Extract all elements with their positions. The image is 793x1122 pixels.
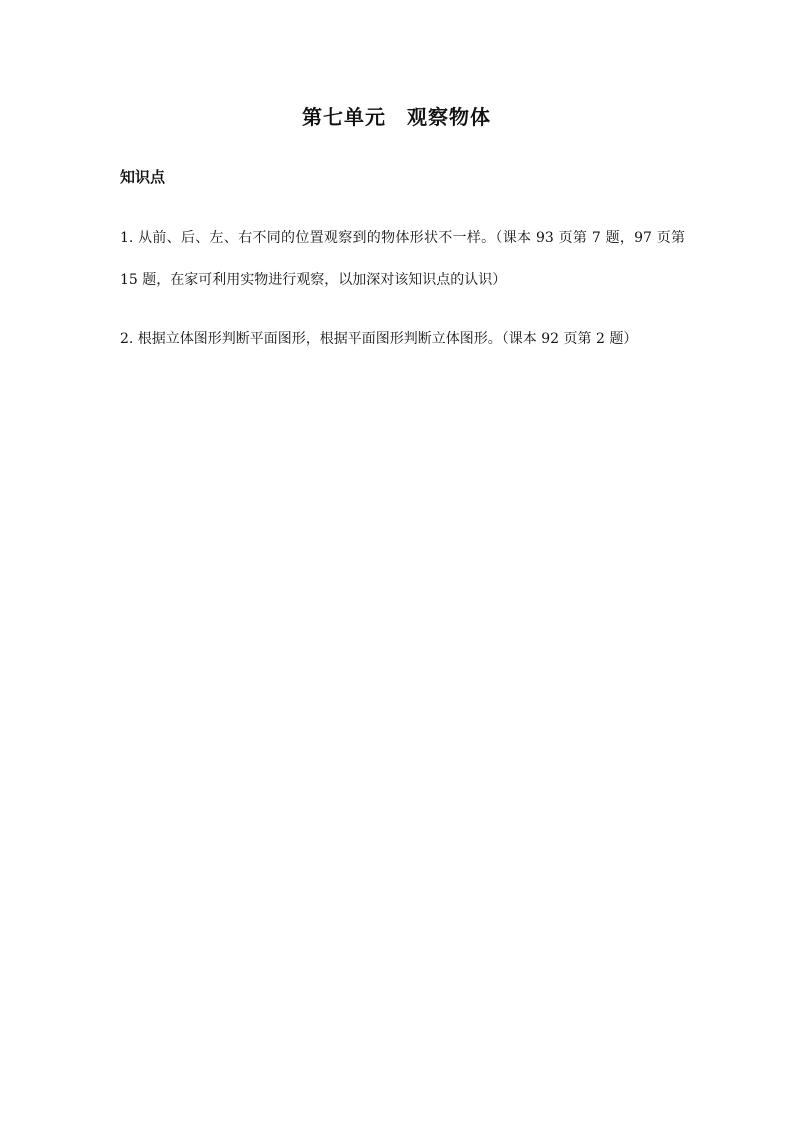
knowledge-point-1: 1. 从前、后、左、右不同的位置观察到的物体形状不一样。（课本 93 页第 7 题，97 页第 15 题，在家可利用实物进行观察，以加深对该知识点的认识） xyxy=(120,230,685,288)
page-title: 第七单元 观察物体 xyxy=(302,105,491,129)
section-heading: 知识点 xyxy=(120,168,166,186)
knowledge-point-2: 2. 根据立体图形判断平面图形，根据平面图形判断立体图形。（课本 92 页第 2 题） xyxy=(120,331,638,347)
